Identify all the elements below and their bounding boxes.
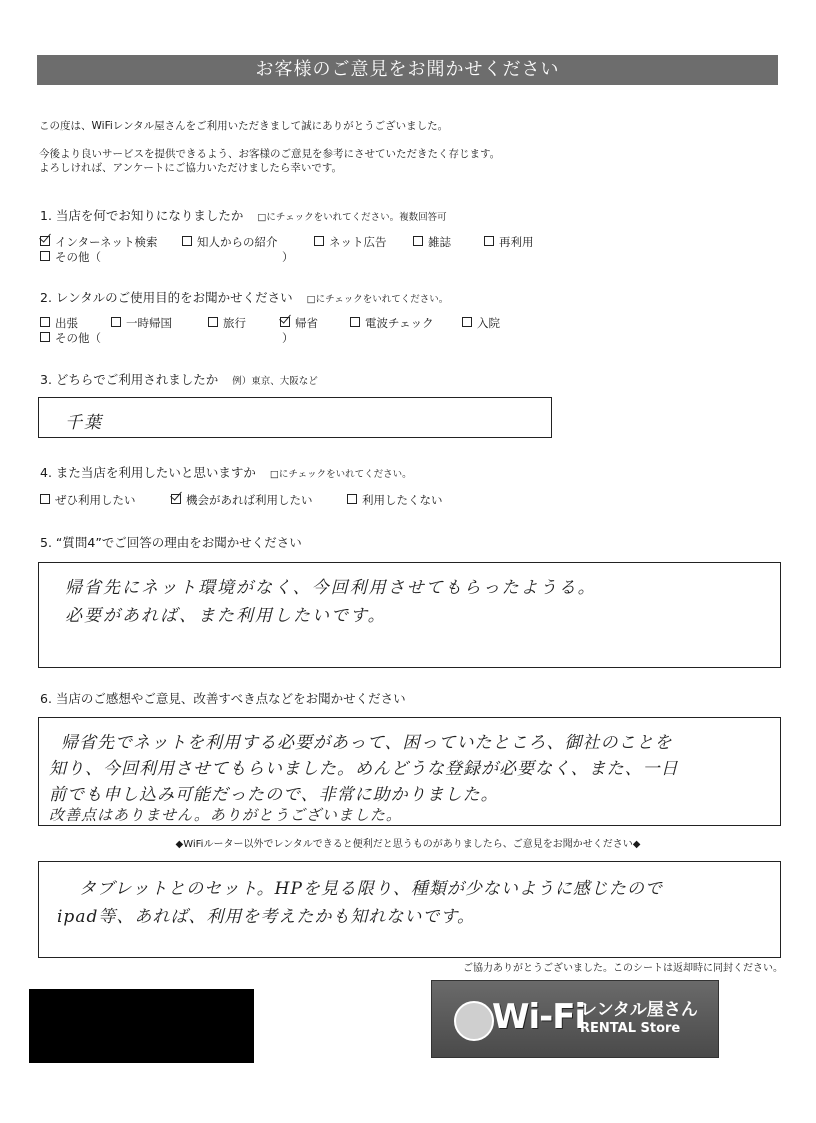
q2-option-other[interactable]: その他（ [40, 331, 101, 345]
q1-option-1[interactable]: インターネット検索 [40, 235, 157, 249]
checkbox-icon[interactable] [182, 236, 192, 246]
q2-option-1[interactable]: 出張 [40, 316, 78, 330]
checkbox-icon[interactable] [314, 236, 324, 246]
q2-option-4[interactable]: 帰省 [280, 316, 318, 330]
q1-option-2[interactable]: 知人からの紹介 [182, 235, 278, 249]
q2-option-3[interactable]: 旅行 [208, 316, 246, 330]
checkbox-icon[interactable] [40, 236, 50, 246]
logo-en-text: RENTAL Store [580, 1021, 681, 1036]
checkbox-icon[interactable] [40, 332, 50, 342]
checkbox-icon[interactable] [347, 494, 357, 504]
q4-option-3[interactable]: 利用したくない [347, 493, 443, 507]
q4-option-1[interactable]: ぜひ利用したい [40, 493, 136, 507]
q5-label: 5. “質問4”でご回答の理由をお聞かせください [40, 535, 302, 550]
q7-answer-box[interactable] [38, 861, 781, 958]
q2-option-5[interactable]: 電波チェック [350, 316, 434, 330]
q4-note: □にチェックをいれてください。 [269, 469, 412, 480]
q3-label: 3. どちらでご利用されましたか 例）東京、大阪など [40, 372, 318, 387]
q6-answer-line-4: 改善点はありません。ありがとうございました。 [49, 806, 402, 824]
q5-answer-line-2: 必要があれば、また利用したいです。 [65, 606, 387, 626]
checkbox-icon[interactable] [208, 317, 218, 327]
checkbox-icon[interactable] [40, 494, 50, 504]
q2-option-6[interactable]: 入院 [462, 316, 500, 330]
q3-answer: 千葉 [65, 413, 103, 433]
checkbox-icon[interactable] [462, 317, 472, 327]
q7-label: ◆WiFiルーター以外でレンタルできると便利だと思うものがありましたら、ご意見をお聞かせください◆ [175, 839, 641, 850]
checkbox-icon[interactable] [40, 251, 50, 261]
intro-line-2: 今後より良いサービスを提供できるよう、お客様のご意見を参考にさせていただきたく存じます。 [39, 148, 501, 160]
page-title: お客様のご意見をお聞かせください [37, 55, 778, 85]
q4-option-2[interactable]: 機会があれば利用したい [171, 493, 313, 507]
logo-wifi-text: Wi-Fi [492, 997, 586, 1037]
q6-answer-box[interactable] [38, 717, 781, 826]
q1-label: 1. 当店を何でお知りになりましたか □にチェックをいれてください。複数回答可 [40, 208, 447, 223]
q1-option-other[interactable]: その他（ [40, 250, 101, 264]
checkbox-icon[interactable] [413, 236, 423, 246]
q5-answer-line-1: 帰省先にネット環境がなく、今回利用させてもらったようる。 [65, 578, 597, 598]
q5-answer-box[interactable] [38, 562, 781, 668]
intro-line-3: よろしければ、アンケートにご協力いただけましたら幸いです。 [39, 162, 343, 174]
checkbox-icon[interactable] [111, 317, 121, 327]
intro-line-1: この度は、WiFiレンタル屋さんをご利用いただきまして誠にありがとうございました。 [39, 120, 449, 132]
q6-answer-line-1: 帰省先でネットを利用する必要があって、困っていたところ、御社のことを [61, 733, 673, 753]
q1-option-5[interactable]: 再利用 [484, 235, 534, 249]
q7-answer-line-2: ipad等、あれば、利用を考えたかも知れないです。 [57, 907, 475, 927]
logo-jp-text: レンタル屋さん [580, 1000, 698, 1020]
q6-answer-line-2: 知り、今回利用させてもらいました。めんどうな登録が必要なく、また、一日 [49, 759, 679, 779]
q2-label: 2. レンタルのご使用目的をお聞かせください □にチェックをいれてください。 [40, 290, 449, 305]
q7-answer-line-1: タブレットとのセット。HPを見る限り、種類が少ないように感じたので [79, 879, 663, 899]
checkbox-icon[interactable] [171, 494, 181, 504]
q6-label: 6. 当店のご感想やご意見、改善すべき点などをお聞かせください [40, 691, 406, 706]
q2-note: □にチェックをいれてください。 [306, 294, 449, 305]
checkbox-icon[interactable] [280, 317, 290, 327]
q2-option-2[interactable]: 一時帰国 [111, 316, 172, 330]
q3-note: 例）東京、大阪など [232, 376, 318, 387]
mascot-icon [454, 1001, 494, 1041]
redacted-block [29, 989, 254, 1063]
q2-other-close: ） [282, 331, 294, 345]
q4-label: 4. また当店を利用したいと思いますか □にチェックをいれてください。 [40, 465, 412, 480]
q1-option-4[interactable]: 雑誌 [413, 235, 451, 249]
q3-answer-box[interactable] [38, 397, 552, 438]
checkbox-icon[interactable] [40, 317, 50, 327]
footer-thanks: ご協力ありがとうございました。このシートは返却時に同封ください。 [463, 963, 783, 974]
store-logo [431, 980, 719, 1058]
checkbox-icon[interactable] [484, 236, 494, 246]
q1-note: □にチェックをいれてください。複数回答可 [257, 212, 447, 223]
q1-other-close: ） [282, 250, 294, 264]
checkbox-icon[interactable] [350, 317, 360, 327]
q1-option-3[interactable]: ネット広告 [314, 235, 387, 249]
q6-answer-line-3: 前でも申し込み可能だったので、非常に助かりました。 [49, 785, 499, 805]
